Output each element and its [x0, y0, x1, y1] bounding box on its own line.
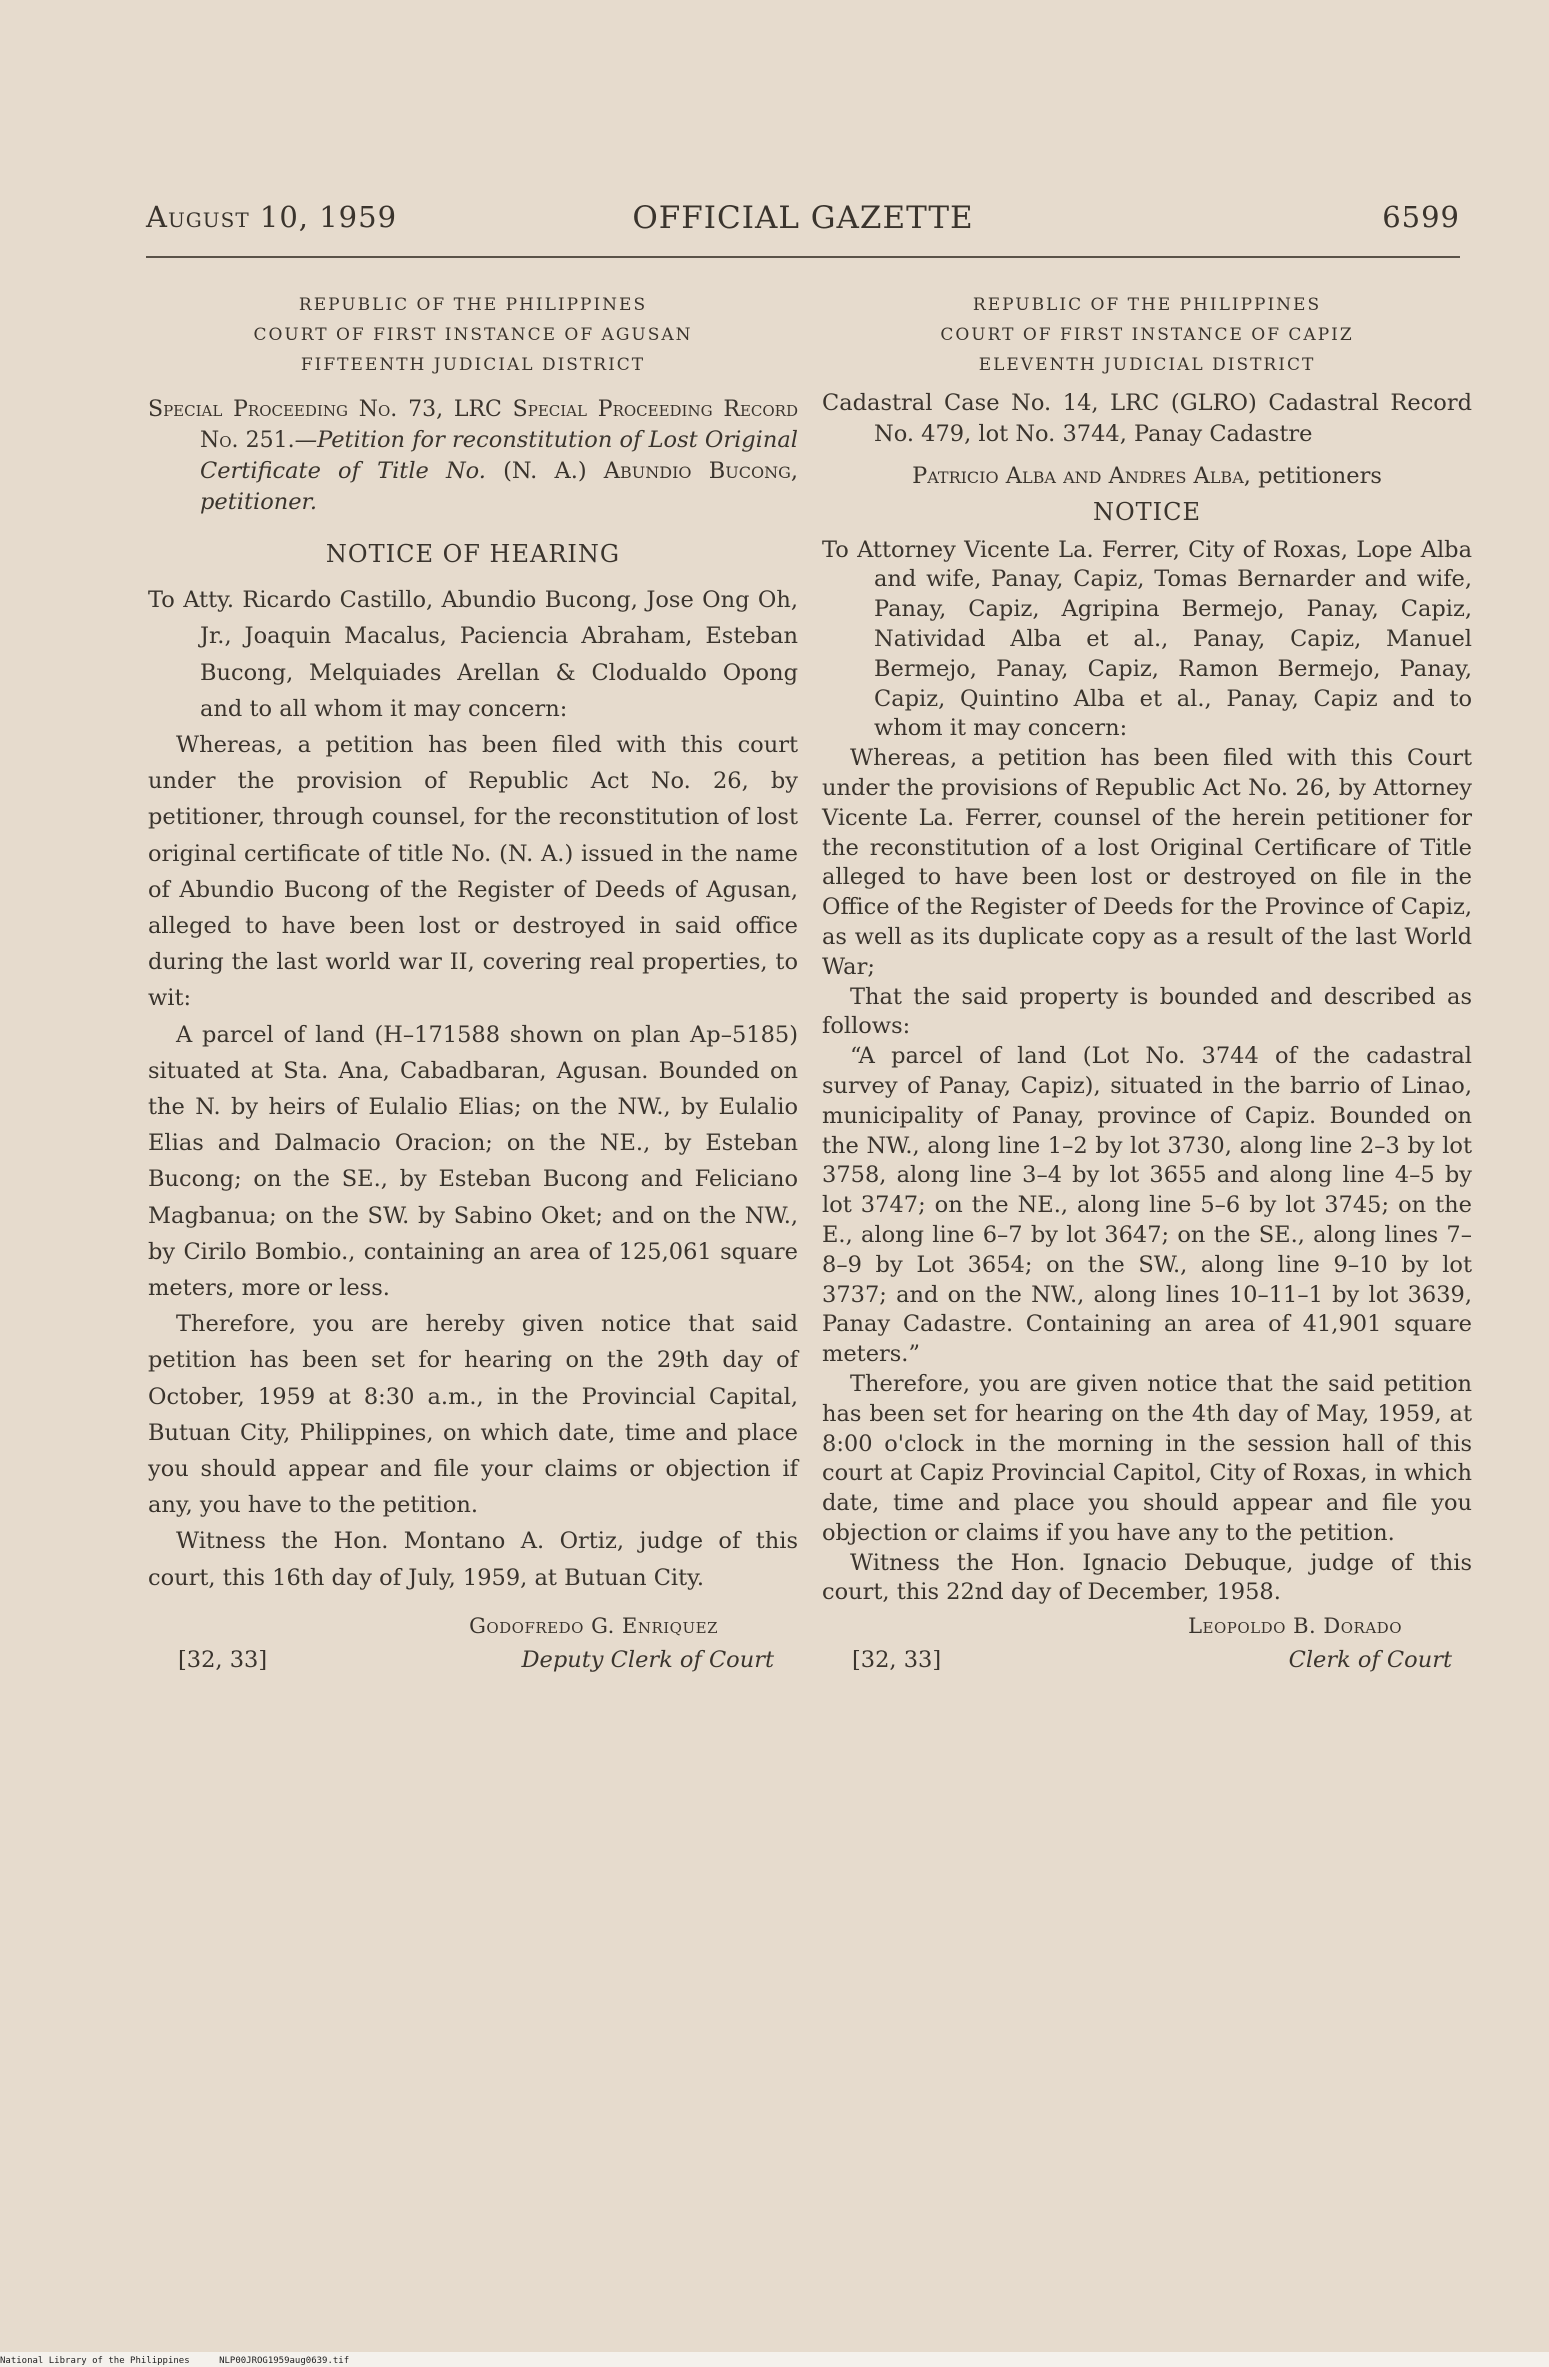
court-heading [822, 290, 1472, 380]
capiz-notice [822, 290, 1472, 1684]
notice-paragraph: “A parcel of land (Lot No. 3744 of the cadastral survey of Panay, Capiz), situated in the barrio of Linao, municipality of Panay, province of Capiz. Bounded on the NW., along line 1–2 by lot 3730, along line 2–3 by lot 3758, along line 3–4 by lot 3655 and along line 4–5 by lot 3747; on the NE., along line 5–6 by lot 3745; on the E., along line 6–7 by lot 3647; on the SE., along lines 7–8–9 by Lot 3654; on the SW., along line 9–10 by lot 3737; and on the NW., along lines 10–11–1 by lot 3639, Panay Cadastre. Containing an area of 41,901 square meters.” [822, 1043, 1472, 1368]
addressee: To Atty. Ricardo Castillo, Abundio Bucong, Jose Ong Oh, Jr., Joaquin Macalus, Paciencia Abraham, Esteban Bucong, Melquiades Arellan & Clodualdo Opong and to all whom it may concern: [148, 587, 798, 722]
agusan-notice [148, 290, 798, 1680]
running-head [146, 200, 1460, 240]
issue-reference: [32, 33] [852, 1647, 942, 1674]
issue-reference: [32, 33] [178, 1646, 268, 1673]
issue-date: August 10, 1959 [146, 200, 398, 234]
signature-block [822, 1612, 1472, 1684]
petitioners-names: Patricio Alba and Andres Alba, [912, 463, 1251, 489]
case-caption [148, 394, 798, 518]
publication-title: OFFICIAL GAZETTE [632, 200, 974, 236]
notice-paragraph: That the said property is bounded and described as follows: [822, 983, 1472, 1040]
court-line: REPUBLIC OF THE PHILIPPINES [298, 295, 648, 315]
case-caption: Cadastral Case No. 14, LRC (GLRO) Cadastral Record No. 479, lot No. 3744, Panay Cadastre [822, 390, 1472, 447]
notice-paragraph: A parcel of land (H–171588 shown on plan Ap–5185) situated at Sta. Ana, Cabadbaran, Agusan. Bounded on the N. by heirs of Eulalio Elias; on the NW., by Eulalio Elias and Dalmacio Oracion; on the NE., by Esteban Bucong; on the SE., by Esteban Bucong and Feliciano Magbanua; on the SW. by Sabino Oket; and on the NW., by Cirilo Bombio., containing an area of 125,061 square meters, more or less. [148, 1021, 798, 1302]
signer-title: Clerk of Court [1288, 1647, 1452, 1674]
signer-title: Deputy Clerk of Court [521, 1646, 774, 1673]
scan-source: National Library of the Philippines [0, 2356, 190, 2366]
notice-paragraph: Therefore, you are given notice that the said petition has been set for hearing on the 4th day of May, 1959, at 8:00 o'clock in the morning in the session hall of this court at Capiz Provincial Capitol, City of Roxas, in which date, time and place you should appear and file you objection or claims if you have any to the petition. [822, 1370, 1472, 1546]
court-line: COURT OF FIRST INSTANCE OF CAPIZ [940, 325, 1354, 345]
notice-heading: NOTICE [1092, 497, 1202, 526]
court-heading [148, 290, 798, 380]
signer-name: Godofredo G. Enriquez [469, 1613, 718, 1638]
petition-title: —Petition for reconstitution of Lost Original Certificate of Title No. [200, 427, 798, 484]
signature-block [148, 1608, 798, 1680]
petitioners-role: petitioners [1258, 463, 1382, 489]
page-number: 6599 [1382, 200, 1460, 234]
case-number: Special Proceeding No. 73, LRC Special Proceeding Record No. 251. [148, 397, 798, 453]
addressee: To Attorney Vicente La. Ferrer, City of Roxas, Lope Alba and wife, Panay, Capiz, Tomas Bernarder and wife, Panay, Capiz, Agripina Bermejo, Panay, Capiz, Natividad Alba et al., Panay, Capiz, Manuel Bermejo, Panay, Capiz, Ramon Bermejo, Panay, Capiz, Quintino Alba et al., Panay, Capiz and to whom it may concern: [822, 536, 1472, 742]
header-rule [146, 256, 1460, 258]
petitioner-role: petitioner. [200, 489, 317, 515]
court-line: FIFTEENTH JUDICIAL DISTRICT [300, 355, 646, 375]
notice-paragraph: Witness the Hon. Montano A. Ortiz, judge of this court, this 16th day of July, 1959, at Butuan City. [148, 1528, 798, 1591]
court-line: ELEVENTH JUDICIAL DISTRICT [978, 355, 1316, 375]
scan-file: NLP00JROG1959aug0639.tif [219, 2356, 350, 2366]
petitioners-line [822, 462, 1472, 492]
court-line: REPUBLIC OF THE PHILIPPINES [972, 295, 1322, 315]
signer-name: Leopoldo B. Dorado [1188, 1614, 1402, 1639]
scan-footer [0, 2356, 373, 2366]
court-line: COURT OF FIRST INSTANCE OF AGUSAN [253, 325, 693, 345]
notice-paragraph: Witness the Hon. Ignacio Debuque, judge of this court, this 22nd day of December, 1958. [822, 1549, 1472, 1606]
petitioner-name: Abundio Bucong, [603, 458, 799, 484]
title-number: (N. A.) [503, 458, 587, 484]
notice-paragraph: Whereas, a petition has been filed with this court under the provision of Republic Act No. 26, by petitioner, through counsel, for the reconstitution of lost original certificate of title No. (N. A.) issued in the name of Abundio Bucong of the Register of Deeds of Agusan, alleged to have been lost or destroyed in said office during the last world war II, covering real properties, to wit: [148, 732, 798, 1012]
notice-paragraph: Therefore, you are hereby given notice that said petition has been set for hearing on the 29th day of October, 1959 at 8:30 a.m., in the Provincial Capital, Butuan City, Philippines, on which date, time and place you should appear and file your claims or objection if any, you have to the petition. [148, 1311, 798, 1519]
notice-paragraph: Whereas, a petition has been filed with this Court under the provisions of Republic Act No. 26, by Attorney Vicente La. Ferrer, counsel of the herein petitioner for the reconstitution of a lost Original Certificare of Title alleged to have been lost or destroyed on file in the Office of the Register of Deeds for the Province of Capiz, as well as its duplicate copy as a result of the last World War; [822, 745, 1472, 980]
notice-heading: NOTICE OF HEARING [325, 540, 621, 568]
